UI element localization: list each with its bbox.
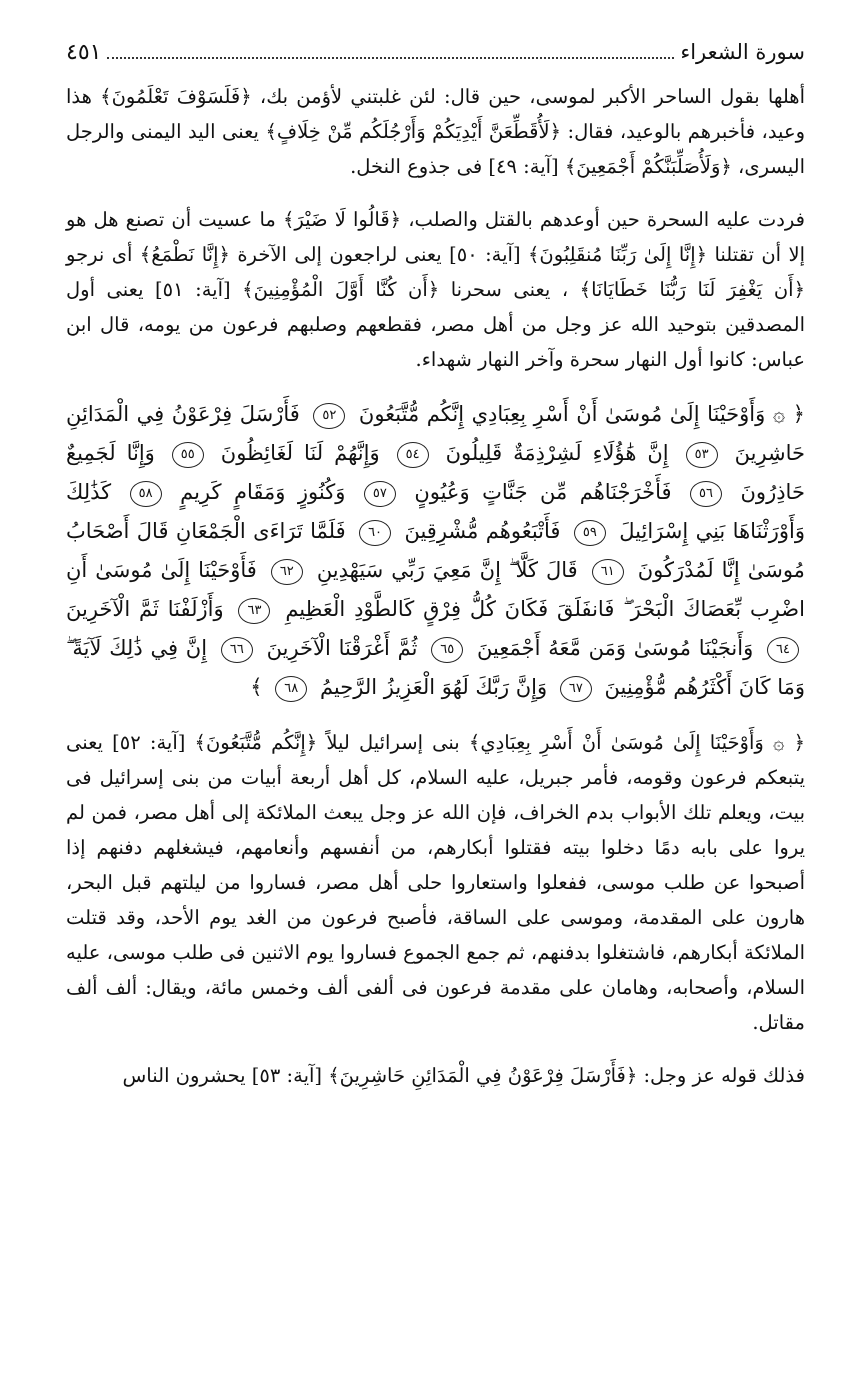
verse-text: ثُمَّ أَغْرَقْنَا الْآخَرِينَ (266, 636, 418, 660)
verse-number-marker: ٥٤ (397, 442, 429, 468)
verse-number-marker: ٦٨ (275, 676, 307, 702)
verse-number-marker: ٥٣ (686, 442, 718, 468)
verse-number-marker: ٥٢ (313, 403, 345, 429)
verse-number-marker: ٥٥ (172, 442, 204, 468)
verse-text: وَأَزْلَفْنَا ثَمَّ الْآخَرِينَ (66, 597, 224, 621)
verse-text: وَإِنَّ رَبَّكَ لَهُوَ الْعَزِيزُ الرَّحِيمُ (319, 675, 548, 699)
verse-number-marker: ٦٤ (767, 637, 799, 663)
verse-number-marker: ٦٥ (431, 637, 463, 663)
verse-text: وَإِنَّا لَجَمِيعٌ حَاذِرُونَ (66, 441, 805, 504)
verse-number-marker: ٥٧ (364, 481, 396, 507)
commentary-paragraph: أهلها بقول الساحر الأكبر لموسى، حين قال: لئن غلبتني لأؤمن بك، ﴿فَلَسَوْفَ تَعْلَمُونَ﴾ هذا وعيد، فأخبرهم بالوعيد، فقال: ﴿لَأُقَطِّعَنَّ أَيْدِيَكُمْ وَأَرْجُلَكُم مِّنْ خِلَافٍ﴾ يعنى اليد اليمنى والرجل اليسرى، ﴿وَلَأُصَلِّبَنَّكُمْ أَجْمَعِينَ﴾ [آية: ٤٩] فى جذوع النخل. (66, 85, 805, 178)
commentary-paragraph: فذلك قوله عز وجل: ﴿فَأَرْسَلَ فِرْعَوْنُ فِي الْمَدَائِنِ حَاشِرِينَ﴾ [آية: ٥٣] يحشرون الناس (122, 1064, 805, 1087)
verse-text: كَذَٰلِكَ وَأَوْرَثْنَاهَا بَنِي إِسْرَائِيلَ (66, 480, 805, 543)
verse-text: فَأَتْبَعُوهُم مُّشْرِقِينَ (404, 519, 561, 543)
verse-number-marker: ٦٦ (221, 637, 253, 663)
verse-number-marker: ٥٩ (574, 520, 606, 546)
verse-text: وَكُنُوزٍ وَمَقَامٍ كَرِيمٍ (180, 480, 346, 504)
verse-text: فَأَخْرَجْنَاهُم مِّن جَنَّاتٍ وَعُيُونٍ (414, 480, 672, 504)
verse-number-marker: ٥٨ (130, 481, 162, 507)
verse-number-marker: ٦٣ (238, 598, 270, 624)
commentary-paragraph: ﴿ ۞ وَأَوْحَيْنَا إِلَىٰ مُوسَىٰ أَنْ أَسْرِ بِعِبَادِي﴾ بنى إسرائيل ليلاً ﴿إِنَّكُم مُّتَّبَعُونَ﴾ [آية: ٥٢] يعنى يتبعكم فرعون وقومه، فأمر جبريل، عليه السلام، كل أهل أربعة أبيات من بنى إسرائيل فى بيت، ويعلم تلك الأبواب بدم الخراف، فإن الله عز وجل يبعث الملائكة إلى أهل مصر، فمن لم يروا على بابه دمًا دخلوا بيته فقتلوا أبكارهم، من أنفسهم وأنعامهم، فيشغلهم دفنهم إذا أصبحوا عن طلب موسى، ففعلوا واستعاروا حلى أهل مصر، فساروا من ليلتهم قبل البحر، هارون على المقدمة، وموسى على الساقة، فأصبح فرعون من الغد يوم الأحد، وقد قتلت الملائكة أبكارهم، فاشتغلوا بدفنهم، ثم جمع الجموع فساروا يوم الاثنين فى طلب موسى، عليه السلام، وأصحابه، وهامان على مقدمة فرعون فى ألفى ألف وخمس مائة، ويقال: ألف ألف مقاتل. (66, 731, 805, 1034)
verse-number-marker: ٦٧ (560, 676, 592, 702)
verse-number-marker: ٥٦ (690, 481, 722, 507)
quran-verse-block (66, 395, 805, 707)
verse-text: فَأَرْسَلَ فِرْعَوْنُ فِي الْمَدَائِنِ حَاشِرِينَ (66, 402, 806, 465)
verse-text: إِنَّ هَٰؤُلَاءِ لَشِرْذِمَةٌ قَلِيلُونَ (445, 441, 669, 465)
commentary-paragraph: فردت عليه السحرة حين أوعدهم بالقتل والصلب، ﴿قَالُوا لَا ضَيْرَ﴾ ما عسيت أن تصنع هل هو إلا أن تقتلنا ﴿إِنَّا إِلَىٰ رَبِّنَا مُنقَلِبُونَ﴾ [آية: ٥٠] يعنى لراجعون إلى الآخرة ﴿إِنَّا نَطْمَعُ﴾ أى نرجو ﴿أَن يَغْفِرَ لَنَا رَبُّنَا خَطَايَانَا﴾ ، يعنى سحرنا ﴿أَن كُنَّا أَوَّلَ الْمُؤْمِنِينَ﴾ [آية: ٥١] يعنى أول المصدقين بتوحيد الله عز وجل من أهل مصر، فقطعهم وصلبهم فرعون من يومه، قال ابن عباس: كانوا أول النهار سحرة وآخر النهار شهداء. (66, 208, 805, 371)
header-dotted-leader (107, 57, 674, 59)
verse-number-marker: ٦٢ (271, 559, 303, 585)
verse-text: إِنَّ فِي ذَٰلِكَ لَآيَةً ۖ وَمَا كَانَ أَكْثَرُهُم مُّؤْمِنِينَ (66, 636, 805, 699)
verse-text: ﴿ ۞ وَأَوْحَيْنَا إِلَىٰ مُوسَىٰ أَنْ أَسْرِ بِعِبَادِي إِنَّكُم مُّتَّبَعُونَ (358, 402, 805, 426)
verse-text: وَأَنجَيْنَا مُوسَىٰ وَمَن مَّعَهُ أَجْمَعِينَ (477, 636, 754, 660)
verse-block-close: ﴾ (250, 675, 263, 699)
surah-title: سورة الشعراء (680, 40, 805, 64)
verse-text: فَلَمَّا تَرَاءَى الْجَمْعَانِ قَالَ أَصْحَابُ مُوسَىٰ إِنَّا لَمُدْرَكُونَ (66, 519, 805, 582)
page-number: ٤٥١ (66, 40, 102, 65)
verse-number-marker: ٦٠ (359, 520, 391, 546)
verse-number-marker: ٦١ (592, 559, 624, 585)
page-header (66, 40, 805, 65)
verse-text: قَالَ كَلَّا ۖ إِنَّ مَعِيَ رَبِّي سَيَهْدِينِ (316, 558, 578, 582)
verse-text: وَإِنَّهُمْ لَنَا لَغَائِظُونَ (220, 441, 380, 465)
verse-text: فَأَوْحَيْنَا إِلَىٰ مُوسَىٰ أَنِ اضْرِب بِّعَصَاكَ الْبَحْرَ ۖ فَانفَلَقَ فَكَانَ كُلُّ فِرْقٍ كَالطَّوْدِ الْعَظِيمِ (66, 558, 805, 621)
